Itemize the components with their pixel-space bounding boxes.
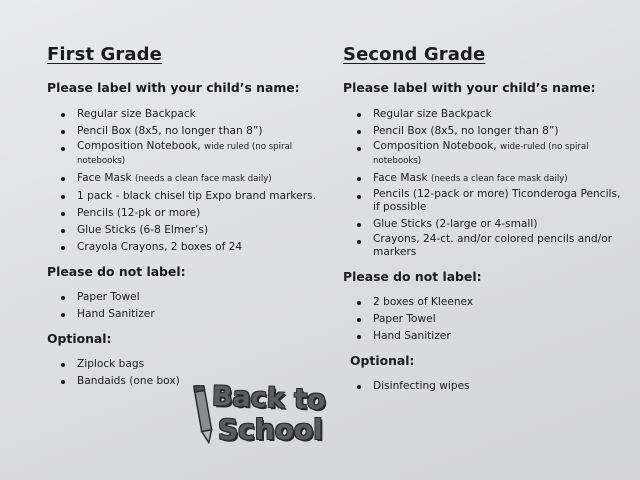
first-grade-no-label-list — [47, 289, 317, 323]
list-item: Composition Notebook, wide-ruled (no spiral notebooks) — [343, 140, 628, 170]
list-item: 1 pack - black chisel tip Expo brand markers. — [47, 188, 317, 205]
list-item: Pencil Box (8x5, no longer than 8”) — [343, 123, 628, 140]
list-item: Crayola Crayons, 2 boxes of 24 — [47, 239, 317, 256]
logo-line-1: Back to — [211, 381, 327, 416]
list-item: Glue Sticks (2-large or 4-small) — [343, 216, 628, 233]
list-item: Paper Towel — [47, 289, 317, 306]
list-item: Hand Sanitizer — [47, 306, 317, 323]
second-grade-label-list — [343, 106, 628, 261]
second-grade-no-label-list — [343, 294, 628, 345]
second-grade-title: Second Grade — [343, 44, 486, 65]
list-item: Crayons, 24-ct. and/or colored pencils and/or markers — [343, 233, 628, 261]
list-item: Bandaids (one box) — [47, 373, 317, 390]
list-item: 2 boxes of Kleenex — [343, 294, 628, 311]
list-item: Pencils (12-pk or more) — [47, 205, 317, 222]
second-grade-label-heading: Please label with your child’s name: — [343, 80, 596, 95]
logo-line-2: School — [218, 413, 323, 446]
first-grade-column — [47, 44, 317, 390]
first-grade-label-heading: Please label with your child’s name: — [47, 80, 300, 95]
second-grade-no-label-heading: Please do not label: — [343, 269, 482, 284]
list-item: Composition Notebook, wide ruled (no spiral notebooks) — [47, 140, 317, 170]
list-item: Pencils (12-pack or more) Ticonderoga Pencils, if possible — [343, 188, 628, 216]
list-item: Face Mask (needs a clean face mask daily) — [47, 170, 317, 188]
list-item: Ziplock bags — [47, 356, 317, 373]
second-grade-optional-heading: Optional: — [350, 353, 415, 368]
back-to-school-logo — [190, 381, 340, 451]
list-item: Pencil Box (8x5, no longer than 8”) — [47, 123, 317, 140]
list-item: Face Mask (needs a clean face mask daily) — [343, 170, 628, 188]
list-item: Regular size Backpack — [47, 106, 317, 123]
first-grade-optional-heading: Optional: — [47, 331, 112, 346]
pencil-icon — [192, 385, 214, 449]
first-grade-title: First Grade — [47, 44, 162, 65]
first-grade-no-label-heading: Please do not label: — [47, 264, 186, 279]
second-grade-column — [343, 44, 628, 395]
list-item: Glue Sticks (6-8 Elmer’s) — [47, 222, 317, 239]
list-item: Paper Towel — [343, 311, 628, 328]
second-grade-optional-list — [343, 378, 628, 395]
list-item: Regular size Backpack — [343, 106, 628, 123]
list-item: Hand Sanitizer — [343, 328, 628, 345]
list-item: Disinfecting wipes — [343, 378, 628, 395]
first-grade-label-list — [47, 106, 317, 256]
